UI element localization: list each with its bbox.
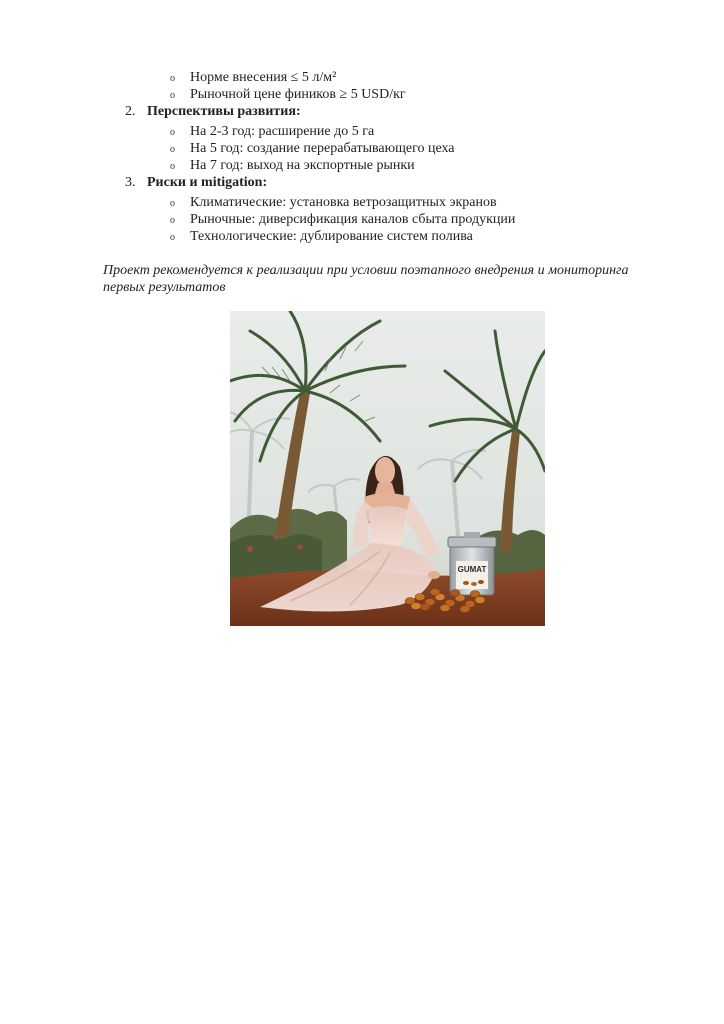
bullet-icon: o <box>170 144 175 155</box>
list-item-text: На 2-3 год: расширение до 5 га <box>190 124 375 139</box>
section-title: Перспективы развития: <box>147 104 301 119</box>
bullet-icon: o <box>170 198 175 209</box>
bullet-icon: o <box>170 127 175 138</box>
palm-grove-photo <box>230 311 545 626</box>
bullet-icon: o <box>170 161 175 172</box>
list-item-text: Технологические: дублирование систем полива <box>190 229 473 244</box>
list-item-text: Климатические: установка ветрозащитных экранов <box>190 195 497 210</box>
tin-can <box>448 532 496 595</box>
bullet-icon: o <box>170 232 175 243</box>
section-title: Риски и mitigation: <box>147 175 268 190</box>
list-item <box>170 140 455 158</box>
can-label: GUMAT <box>457 565 487 574</box>
list-item-text: На 7 год: выход на экспортные рынки <box>190 158 415 173</box>
list-item-text: Рыночные: диверсификация каналов сбыта продукции <box>190 212 516 227</box>
bullet-icon: o <box>170 215 175 226</box>
list-item <box>170 211 515 229</box>
list-item <box>170 157 415 175</box>
bullet-icon: o <box>170 73 175 84</box>
list-item-text: Норме внесения ≤ 5 л/м² <box>190 70 337 85</box>
list-item <box>170 86 406 104</box>
conclusion-paragraph: Проект рекомендуется к реализации при условии поэтапного внедрения и мониторинга первых результатов <box>103 263 629 295</box>
list-item-text: Рыночной цене фиников ≥ 5 USD/кг <box>190 87 406 102</box>
list-item-text: На 5 год: создание перерабатывающего цеха <box>190 141 455 156</box>
list-item <box>170 194 497 212</box>
bullet-icon: o <box>170 90 175 101</box>
section-number: 2. <box>125 104 136 119</box>
section-heading <box>125 174 267 191</box>
list-item <box>170 228 473 246</box>
section-heading <box>125 103 301 120</box>
list-item <box>170 69 336 87</box>
list-item <box>170 123 374 141</box>
section-number: 3. <box>125 175 136 190</box>
